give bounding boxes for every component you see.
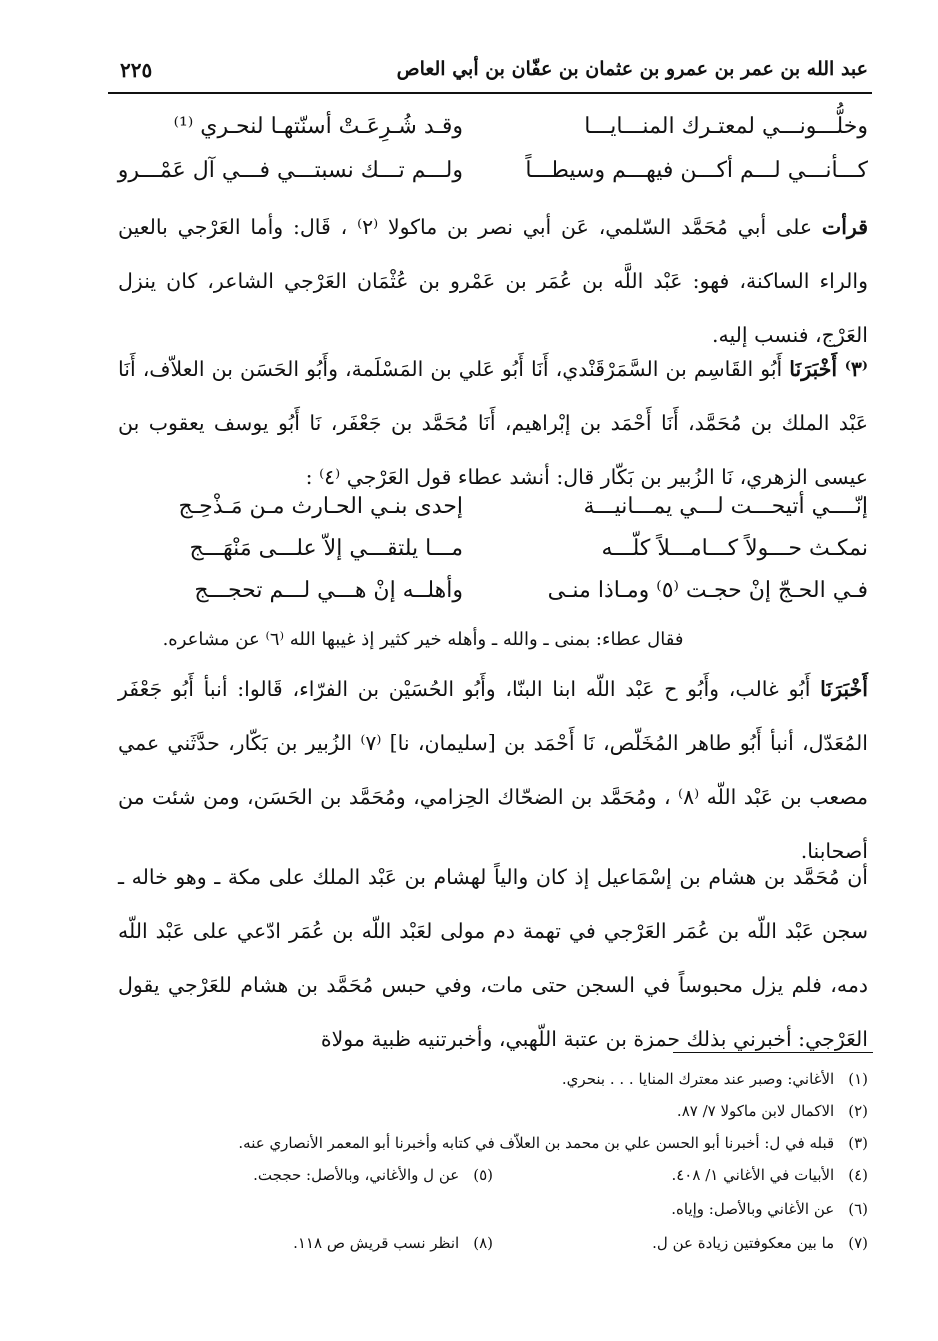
verse-second-hemistich: وأهلــه إنْ هـــي لـــم تحجـــج <box>194 578 463 603</box>
footnote-divider <box>673 1052 873 1053</box>
footnote <box>562 1070 868 1088</box>
page-number: ٢٢٥ <box>120 58 153 82</box>
footnote <box>293 1234 493 1252</box>
footnote-number: (٢) <box>848 1102 868 1120</box>
footnote-text: قبله في ل: أخبرنا أبو الحسن علي بن محمد بن العلاّف في كتابه وأخبرنا أبو المعمر الأنصاري عنه. <box>238 1134 835 1152</box>
footnote-number: (٥) <box>473 1166 493 1184</box>
footnote-number: (٧) <box>848 1234 868 1252</box>
verse-second-hemistich: وقـد شُـرِعَـتْ أسنّتهـا لنحـري ⁽¹⁾ <box>173 114 463 139</box>
verse-first-hemistich: فـي الحـجّ إنْ حجـت ⁽٥⁾ ومـاذا منـى <box>547 578 868 603</box>
verse-first-hemistich: إنّــــي أتيحـــت لـــي يمـــانيـــة <box>583 494 868 519</box>
footnote-number: (٦) <box>848 1200 868 1218</box>
footnote-number: (٣) <box>848 1134 868 1152</box>
verse-second-hemistich: ولـــم تـــك نسبتـــي فـــي آل عَمْـــرو <box>117 158 463 183</box>
paragraph-lead-word: ⁽٣⁾ أَخْبَرَنَا <box>789 357 868 381</box>
verse-first-hemistich: كـــأنـــي لـــم أكـــن فيهـــم وسيطـــاً <box>525 158 868 183</box>
footnote-text: انظر نسب قريش ص ١١٨. <box>293 1234 460 1252</box>
paragraph-text: أَبُو غالب، وأَبُو ح عَبْد اللّه ابنا البنّا، وأَبُو الحُسَيْن بن الفرّاء، قَالوا: أنبأ أَبُو جَعْفَر المُعَدّل، أنبأ أَبُو طاهر المُخَلّص، نَا أَحْمَد بن [سليمان، نا] ⁽٧⁾ الزُبير بن بَكّار، حدَّثَني عمي مصعب بن عَبْد اللّه ⁽٨⁾ ، ومُحَمَّد بن الضحّاك الحِزامي، ومُحَمَّد بن الحَسَن، ومن شئت من أصحابنا. <box>118 677 868 863</box>
header-divider <box>108 92 872 94</box>
paragraph <box>118 850 868 1050</box>
paragraph <box>118 200 868 350</box>
footnote-text: عن ل والأغاني، وبالأصل: حججت. <box>253 1166 460 1184</box>
footnote-number: (٤) <box>848 1166 868 1184</box>
paragraph <box>118 342 868 492</box>
footnote <box>671 1200 868 1218</box>
paragraph-text: أَبُو القَاسِم بن السَّمَرْقَنْدي، أَنَا أَبُو عَلي بن المَسْلَمة، وأَبُو الحَسَن بن العلاّف، أَنَا عَبْد الملك بن مُحَمَّد، أَنَا أَحْمَد بن إبْراهيم، أَنَا مُحَمَّد بن جَعْفَر، نَا أَبُو يوسف يعقوب بن عيسى الزهري، نَا الزُبير بن بَكّار قال: أنشد عطاء قول العَرْجي ⁽٤⁾ : <box>118 357 868 489</box>
footnote <box>253 1166 493 1184</box>
verse-first-hemistich: وخلُّـــونـــي لمعتـرك المنـــايـــا <box>584 114 868 139</box>
verse-line <box>118 158 868 198</box>
footnote <box>677 1102 868 1120</box>
footnote-text: الأغاني: وصبر عند معترك المنايا . . . بنحري. <box>561 1070 835 1088</box>
paragraph-text: على أبي مُحَمَّد السّلمي، عَن أبي نصر بن ماكولا ⁽٢⁾ ، قَال: وأما العَرْجي بالعين والراء الساكنة، فهو: عَبْد اللَّه بن عُمَر بن عَمْرو بن عُثْمَان العَرْجي الشاعر، كان ينزل العَرْج، فنسب إليه. <box>118 215 868 347</box>
running-header-title: عبد الله بن عمر بن عمرو بن عثمان بن عفّان بن أبي العاص <box>396 58 868 80</box>
footnote <box>238 1134 868 1152</box>
footnote <box>671 1166 868 1184</box>
footnote-number: (٨) <box>473 1234 493 1252</box>
paragraph-lead-word: قرأت <box>821 215 869 239</box>
verse-first-hemistich: نمكـث حـــولاً كـــامـــلاً كلّـــه <box>601 536 868 561</box>
footnote-number: (١) <box>848 1070 868 1088</box>
verse-second-hemistich: مـــا يلتقـــي إلاّ علـــى مَنْهَـــج <box>189 536 463 561</box>
paragraph-text: أن مُحَمَّد بن هشام بن إسْمَاعيل إذ كان والياً لهشام بن عَبْد الملك على مكة ـ وهو خاله ـ سجن عَبْد اللّه بن عُمَر العَرْجي في تهمة دم مولى لعَبْد اللّه بن عُمَر ادّعي على عَبْد اللّه دمه، فلم يزل محبوساً في السجن حتى مات، وفي حبس مُحَمَّد بن هشام للعَرْجي يقول العَرْجي: أخبرني بذلك حمزة بن عتبة اللّهبي، وأخبرتنيه ظبية مولاة <box>118 865 868 1051</box>
verse-line <box>118 536 868 576</box>
paragraph <box>118 662 868 862</box>
footnote <box>652 1234 868 1252</box>
quote-line: فقال عطاء: بمنى ـ والله ـ وأهله خير كثير إذ غيبها الله ⁽٦⁾ عن مشاعره. <box>162 629 684 650</box>
verse-line <box>118 494 868 534</box>
verse-line <box>118 578 868 618</box>
footnote-text: الأبيات في الأغاني ١/ ٤٠٨. <box>671 1166 835 1184</box>
verse-second-hemistich: إحدى بنـي الحـارث مـن مَـذْحِـج <box>178 494 463 519</box>
verse-line <box>118 114 868 154</box>
paragraph-lead-word: أَخْبَرَنَا <box>820 677 868 701</box>
footnote-text: الاكمال لابن ماكولا ٧/ ٨٧. <box>676 1102 835 1120</box>
footnote-text: ما بين معكوفتين زيادة عن ل. <box>652 1234 835 1252</box>
footnote-text: عن الأغاني وبالأصل: وإياه. <box>671 1200 835 1218</box>
